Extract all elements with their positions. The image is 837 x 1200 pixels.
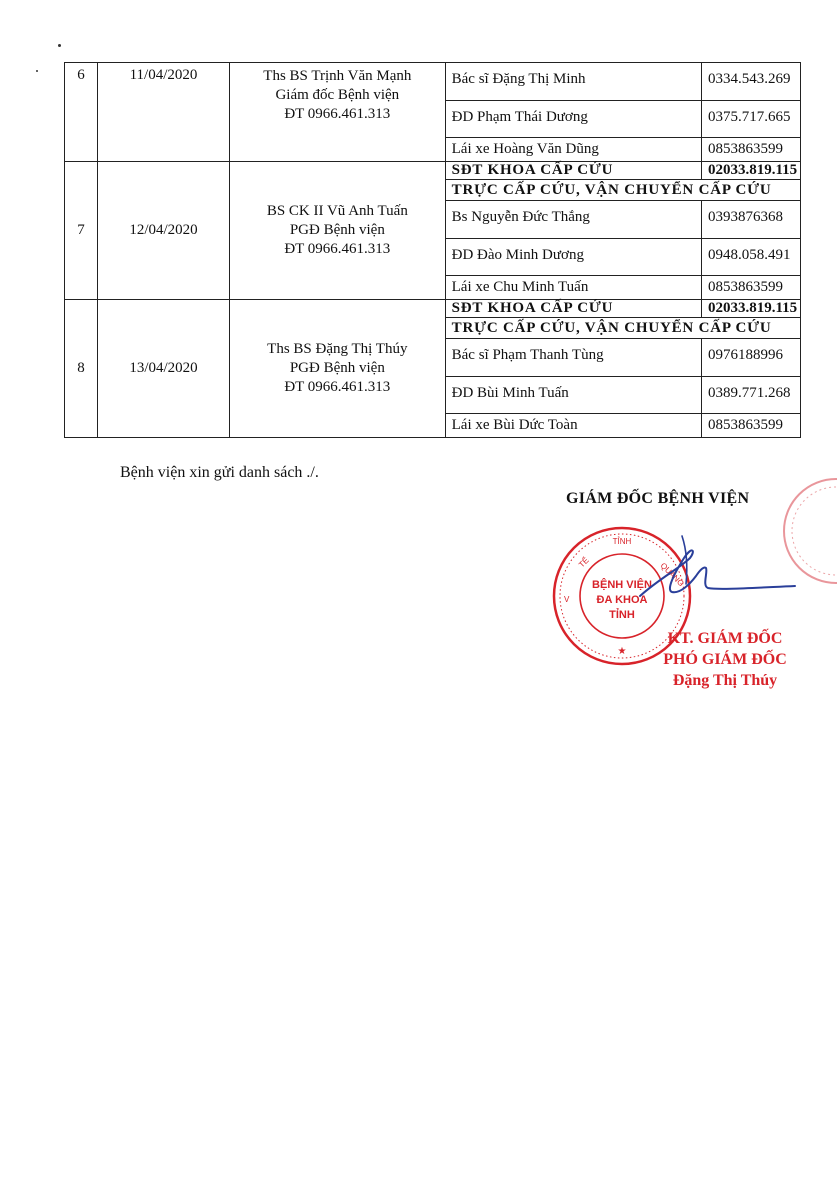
leader-title: Giám đốc Bệnh viện <box>275 87 400 103</box>
duty-leader <box>230 300 446 438</box>
leader-name: BS CK II Vũ Anh Tuấn <box>266 203 408 219</box>
duty-date: 13/04/2020 <box>98 300 230 438</box>
signer-name: Đặng Thị Thúy <box>672 672 778 689</box>
signer-position: PHÓ GIÁM ĐỐC <box>663 651 787 668</box>
svg-text:TỈNH: TỈNH <box>612 537 632 546</box>
svg-text:QUẢNG: QUẢNG <box>658 561 686 589</box>
duty-date: 11/04/2020 <box>98 63 230 162</box>
leader-phone: ĐT 0966.461.313 <box>284 106 391 122</box>
svg-text:BỆNH VIỆN: BỆNH VIỆN <box>592 579 652 591</box>
leader-title: PGĐ Bệnh viện <box>289 360 385 376</box>
section-label: TRỰC CẤP CỨU, VẬN CHUYỂN CẤP CỨU <box>445 180 800 201</box>
staff-phone: 0976188996 <box>701 339 800 377</box>
signature-title: GIÁM ĐỐC BỆNH VIỆN <box>566 490 750 507</box>
staff-name: ĐD Đào Minh Dương <box>445 239 701 276</box>
svg-text:★: ★ <box>617 646 627 657</box>
staff-phone: 0853863599 <box>701 276 800 300</box>
staff-phone: 0853863599 <box>701 138 800 162</box>
duty-roster-table <box>64 62 801 438</box>
leader-title: PGĐ Bệnh viện <box>289 222 385 238</box>
staff-name: ĐD Bùi Minh Tuấn <box>445 377 701 414</box>
duty-leader <box>230 63 446 162</box>
hotline-phone: 02033.819.115 <box>701 300 800 318</box>
table-row <box>65 63 801 101</box>
duty-date: 12/04/2020 <box>98 162 230 300</box>
staff-phone: 0334.543.269 <box>701 63 800 101</box>
table-row <box>65 300 801 318</box>
scan-mark <box>36 70 38 72</box>
row-number: 7 <box>65 162 98 300</box>
closing-text: Bệnh viện xin gửi danh sách ./. <box>120 464 319 481</box>
leader-name: Ths BS Trịnh Văn Mạnh <box>263 68 412 84</box>
staff-phone: 0375.717.665 <box>701 101 800 138</box>
leader-phone: ĐT 0966.461.313 <box>284 379 391 395</box>
scan-mark <box>58 44 61 47</box>
staff-phone: 0389.771.268 <box>701 377 800 414</box>
section-label: TRỰC CẤP CỨU, VẬN CHUYỂN CẤP CỨU <box>445 318 800 339</box>
hotline-label: SĐT KHOA CẤP CỨU <box>445 300 701 318</box>
table-row <box>65 162 801 180</box>
staff-name: Bác sĩ Phạm Thanh Tùng <box>445 339 701 377</box>
leader-name: Ths BS Đặng Thị Thúy <box>267 341 408 357</box>
row-number: 6 <box>65 63 98 162</box>
staff-name: Lái xe Chu Minh Tuấn <box>445 276 701 300</box>
staff-name: Bs Nguyễn Đức Thắng <box>445 201 701 239</box>
staff-phone: 0853863599 <box>701 414 800 438</box>
svg-text:ĐA KHOA: ĐA KHOA <box>596 594 648 606</box>
hotline-label: SĐT KHOA CẤP CỨU <box>445 162 701 180</box>
handwritten-signature-image <box>600 528 800 618</box>
leader-phone: ĐT 0966.461.313 <box>284 241 391 257</box>
staff-name: Lái xe Bùi Dức Toàn <box>445 414 701 438</box>
svg-text:TỈNH: TỈNH <box>609 609 635 621</box>
staff-name: ĐD Phạm Thái Dương <box>445 101 701 138</box>
staff-phone: 0393876368 <box>701 201 800 239</box>
on-behalf-label: KT. GIÁM ĐỐC <box>667 630 783 647</box>
hotline-phone: 02033.819.115 <box>701 162 800 180</box>
svg-text:V: V <box>564 595 570 604</box>
staff-phone: 0948.058.491 <box>701 239 800 276</box>
duty-leader <box>230 162 446 300</box>
staff-name: Lái xe Hoàng Văn Dũng <box>445 138 701 162</box>
signature-block <box>640 628 810 691</box>
staff-name: Bác sĩ Đặng Thị Minh <box>445 63 701 101</box>
svg-text:TẾ: TẾ <box>577 555 591 570</box>
row-number: 8 <box>65 300 98 438</box>
